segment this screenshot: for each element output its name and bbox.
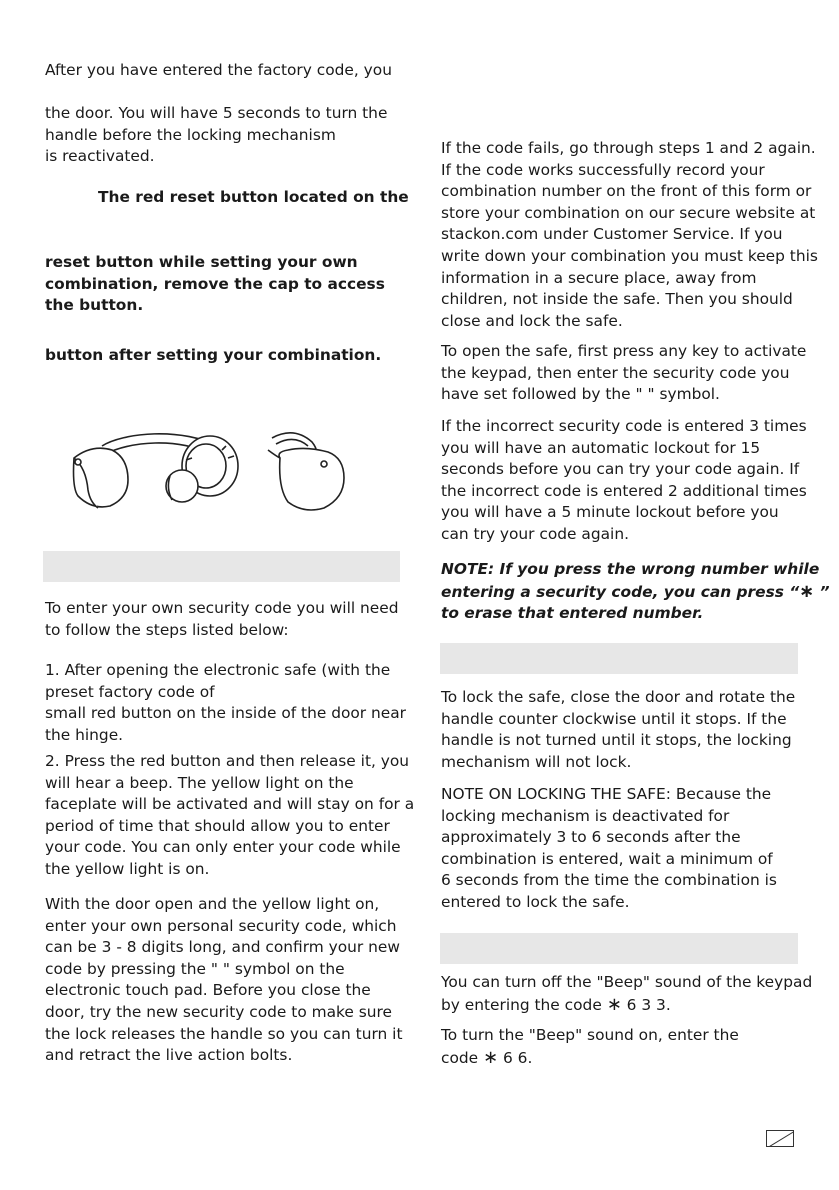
text-line	[441, 581, 830, 604]
text-line: 6 seconds from the time the combination is	[441, 871, 777, 890]
step-2	[45, 751, 414, 881]
text-line: the door. You will have 5 seconds to turn the	[45, 104, 388, 122]
text-line: If the code works successfully record your	[441, 160, 765, 179]
text-line: close and lock the safe.	[441, 311, 623, 330]
text-line: handle is not turned until it stops, the locking	[441, 731, 792, 750]
text-line: approximately 3 to 6 seconds after the	[441, 828, 741, 847]
text-line: write down your combination you must keep this	[441, 246, 818, 265]
text-line: information in a secure place, away from	[441, 268, 757, 287]
text-line: preset factory code of	[45, 682, 215, 701]
text-line: With the door open and the yellow light on,	[45, 895, 380, 913]
text-line: the hinge.	[45, 725, 124, 744]
text-line: to erase that entered number.	[441, 604, 704, 623]
text-line: the yellow light is on.	[45, 859, 210, 878]
section-header-bar	[440, 643, 798, 674]
text-line: will hear a beep. The yellow light on the	[45, 773, 354, 792]
locking-note-paragraph	[441, 784, 777, 914]
text-line: small red button on the inside of the door near	[45, 704, 407, 723]
text-line: stackon.com under Customer Service. If you	[441, 225, 783, 244]
text-line: NOTE ON LOCKING THE SAFE: Because the	[441, 785, 772, 803]
text-segment: 6 3 3.	[621, 995, 671, 1014]
text-line: combination number on the front of this form or	[441, 182, 812, 201]
text-line: electronic touch pad. Before you close the	[45, 981, 371, 1000]
beep-off-paragraph	[441, 972, 812, 1016]
code-fails-paragraph	[441, 138, 818, 332]
text-line: 1. After opening the electronic safe (with the	[45, 661, 391, 679]
text-line: To lock the safe, close the door and rotate the	[441, 688, 796, 706]
lockout-paragraph	[441, 416, 807, 546]
text-line: code by pressing the " " symbol on the	[45, 959, 345, 978]
text-line: seconds before you can try your code again. If	[441, 460, 800, 479]
text-segment: 6 6.	[498, 1048, 533, 1067]
asterisk-icon: ∗	[606, 993, 622, 1015]
reset-button-note: The red reset button located on the	[98, 188, 409, 206]
text-line: locking mechanism is deactivated for	[441, 806, 730, 825]
text-line: can try your code again.	[441, 524, 629, 543]
text-line: handle before the locking mechanism	[45, 125, 336, 144]
text-line: you will have a 5 minute lockout before you	[441, 503, 779, 522]
text-line: To open the safe, first press any key to activate	[441, 342, 807, 360]
text-line: can be 3 - 8 digits long, and confirm your new	[45, 938, 400, 957]
text-line: entered to lock the safe.	[441, 892, 630, 911]
text-line: enter your own personal security code, which	[45, 916, 397, 935]
text-line: is reactivated.	[45, 147, 155, 166]
text-line: and retract the live action bolts.	[45, 1046, 293, 1065]
factory-code-paragraph	[45, 60, 392, 82]
text-line: door, try the new security code to make sure	[45, 1002, 393, 1021]
text-line: to follow the steps listed below:	[45, 620, 289, 639]
step-1	[45, 660, 406, 746]
text-line: If the code fails, go through steps 1 and 2 again.	[441, 139, 816, 157]
text-line: you will have an automatic lockout for 15	[441, 438, 761, 457]
door-open-paragraph	[45, 894, 402, 1067]
text-line: 2. Press the red button and then release it, you	[45, 752, 410, 770]
lock-safe-paragraph	[441, 687, 795, 773]
reset-cap-illustration	[62, 428, 362, 518]
diagonal-line-icon	[767, 1131, 794, 1147]
text-line: children, not inside the safe. Then you should	[441, 290, 793, 309]
intro-paragraph	[45, 598, 398, 641]
text-line: the keypad, then enter the security code you	[441, 363, 790, 382]
text-line: have set followed by the " " symbol.	[441, 385, 720, 404]
text-line: You can turn off the "Beep" sound of the keypad	[441, 973, 813, 991]
page-number-box	[766, 1130, 794, 1147]
text-segment: ”	[814, 582, 830, 601]
text-line	[441, 994, 812, 1017]
asterisk-icon: ∗	[799, 580, 815, 602]
text-line: mechanism will not lock.	[441, 752, 632, 771]
beep-on-paragraph	[441, 1025, 739, 1069]
reset-cap-note	[45, 252, 385, 317]
text-segment: by entering the code	[441, 995, 607, 1014]
section-header-bar	[440, 933, 798, 964]
text-line: To enter your own security code you will need	[45, 599, 399, 617]
reactivation-paragraph	[45, 103, 387, 168]
text-line: your code. You can only enter your code while	[45, 838, 401, 857]
text-line: the lock releases the handle so you can turn it	[45, 1024, 403, 1043]
text-line: period of time that should allow you to enter	[45, 816, 390, 835]
text-line: combination is entered, wait a minimum of	[441, 849, 773, 868]
text-line: To turn the "Beep" sound on, enter the	[441, 1026, 739, 1044]
text-line: store your combination on our secure website at	[441, 203, 816, 222]
text-segment: code	[441, 1048, 484, 1067]
replace-cap-note: button after setting your combination.	[45, 346, 382, 364]
text-line: NOTE: If you press the wrong number while	[441, 560, 820, 578]
wrong-number-note	[441, 559, 830, 625]
text-line: After you have entered the factory code, you	[45, 61, 392, 79]
text-line: the button.	[45, 296, 144, 315]
text-line: combination, remove the cap to access	[45, 274, 385, 293]
asterisk-icon: ∗	[483, 1046, 499, 1068]
text-line: the incorrect code is entered 2 additional times	[441, 481, 807, 500]
text-line	[441, 1047, 739, 1070]
open-safe-paragraph	[441, 341, 806, 406]
section-header-bar	[43, 551, 400, 582]
text-line: If the incorrect security code is entered 3 times	[441, 417, 807, 435]
text-line: handle counter clockwise until it stops. If the	[441, 709, 787, 728]
text-line: reset button while setting your own	[45, 253, 358, 271]
text-segment: entering a security code, you can press “	[441, 582, 800, 601]
text-line: faceplate will be activated and will stay on for a	[45, 795, 415, 814]
